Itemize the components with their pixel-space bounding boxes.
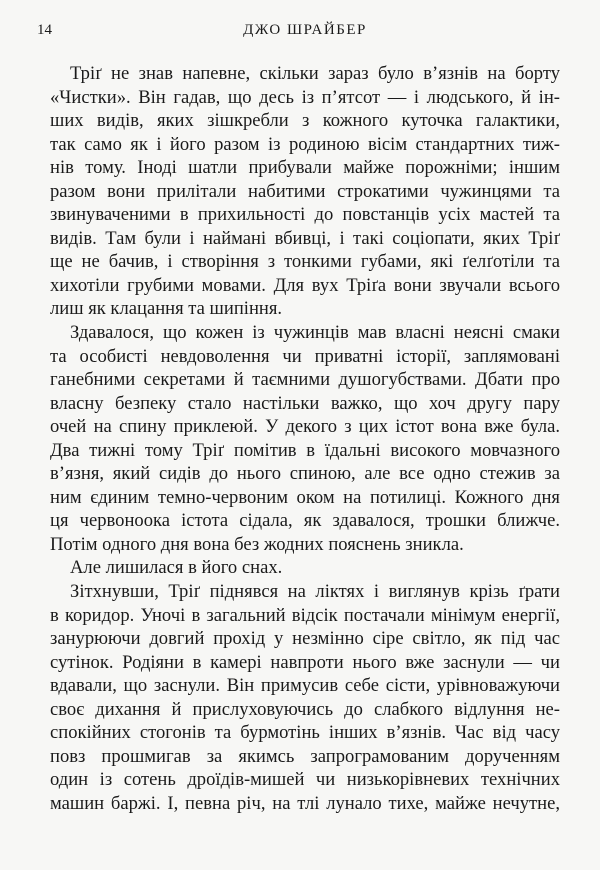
text-line: так само як і його разом із родиною вісім стандартних тиж- — [50, 133, 560, 155]
text-line: лиш як клацання та шипіння. — [50, 298, 283, 320]
text-line: Але лишилася в його снах. — [70, 557, 283, 579]
text-line: Потім одного дня вона без жодних пояснень зникла. — [50, 533, 464, 555]
text-line: Два тижні тому Тріґ помітив в їдальні високого мовчазного — [50, 439, 560, 461]
text-line: ще не бачив, і створіння з тонкими губами, які ґелґотіли та — [50, 251, 560, 273]
running-title: ДЖО ШРАЙБЕР — [243, 22, 367, 38]
text-line: в’язня, який сидів до нього спиною, але все одно стежив за — [50, 463, 560, 485]
body-text — [50, 62, 560, 816]
running-head — [37, 22, 560, 42]
text-line: нів тому. Іноді шатли прибували майже порожніми; іншим — [50, 157, 560, 179]
text-line: звинуваченими в прихильності до повстанців усіх мастей та — [50, 204, 560, 226]
text-line: видів. Там були і наймані вбивці, і такі соціопати, яких Тріґ — [50, 227, 560, 249]
text-line: в коридор. Уночі в загальний відсік постачали мінімум енергії, — [50, 604, 560, 626]
text-line: спокійних стогонів та бурмотінь інших в’язнів. Час від часу — [50, 722, 560, 744]
text-line: ця червоноока істота сідала, як здавалося, трошки ближче. — [50, 510, 560, 532]
text-line: Здавалося, що кожен із чужинців мав власні неясні смаки — [70, 322, 560, 344]
text-line: та особисті невдоволення чи приватні історії, заплямовані — [50, 345, 560, 367]
text-line: «Чистки». Він гадав, що десь із п’ятсот — і людського, й ін- — [50, 86, 560, 108]
text-line: власну безпеку стало настільки важко, що хоч другу пару — [50, 392, 560, 414]
text-line: сутінок. Родіяни в камері навпроти нього вже заснули — чи — [50, 651, 560, 673]
text-line: занурюючи довгий прохід у незмінно сіре світло, як під час — [50, 628, 560, 650]
text-line: Зітхнувши, Тріґ піднявся на ліктях і виглянув крізь ґрати — [70, 581, 560, 603]
text-line: разом вони прилітали набитими строкатими чужинцями та — [50, 180, 560, 202]
text-line: машин баржі. І, певна річ, на тлі лунало тихе, майже нечутне, — [50, 792, 560, 814]
text-line: очей на спину приклеюй. У декого з цих істот вона вже була. — [50, 416, 560, 438]
text-line: один із сотень дроїдів-мишей чи низькорівневих технічних — [50, 769, 560, 791]
text-line: хихотіли грубими мовами. Для вух Тріґа вони звучали всього — [50, 274, 560, 296]
text-line: повз прошмигав за якимсь запрограмованим дорученням — [50, 745, 560, 767]
text-line: ших видів, яких зішкребли з кожного куточка галактики, — [50, 110, 560, 132]
text-line: вдавали, що заснули. Він примусив себе сісти, урівноважуючи — [50, 675, 560, 697]
text-line: своє дихання й прислуховуючись до слабкого відлуння не- — [50, 698, 560, 720]
text-line: Тріґ не знав напевне, скільки зараз було в’язнів на борту — [70, 63, 560, 84]
text-line: ганебними секретами й таємними душогубствами. Дбати про — [50, 369, 560, 391]
page-number: 14 — [37, 22, 52, 38]
text-line: ним єдиним темно-червоним оком на потилиці. Кожного дня — [50, 486, 560, 508]
